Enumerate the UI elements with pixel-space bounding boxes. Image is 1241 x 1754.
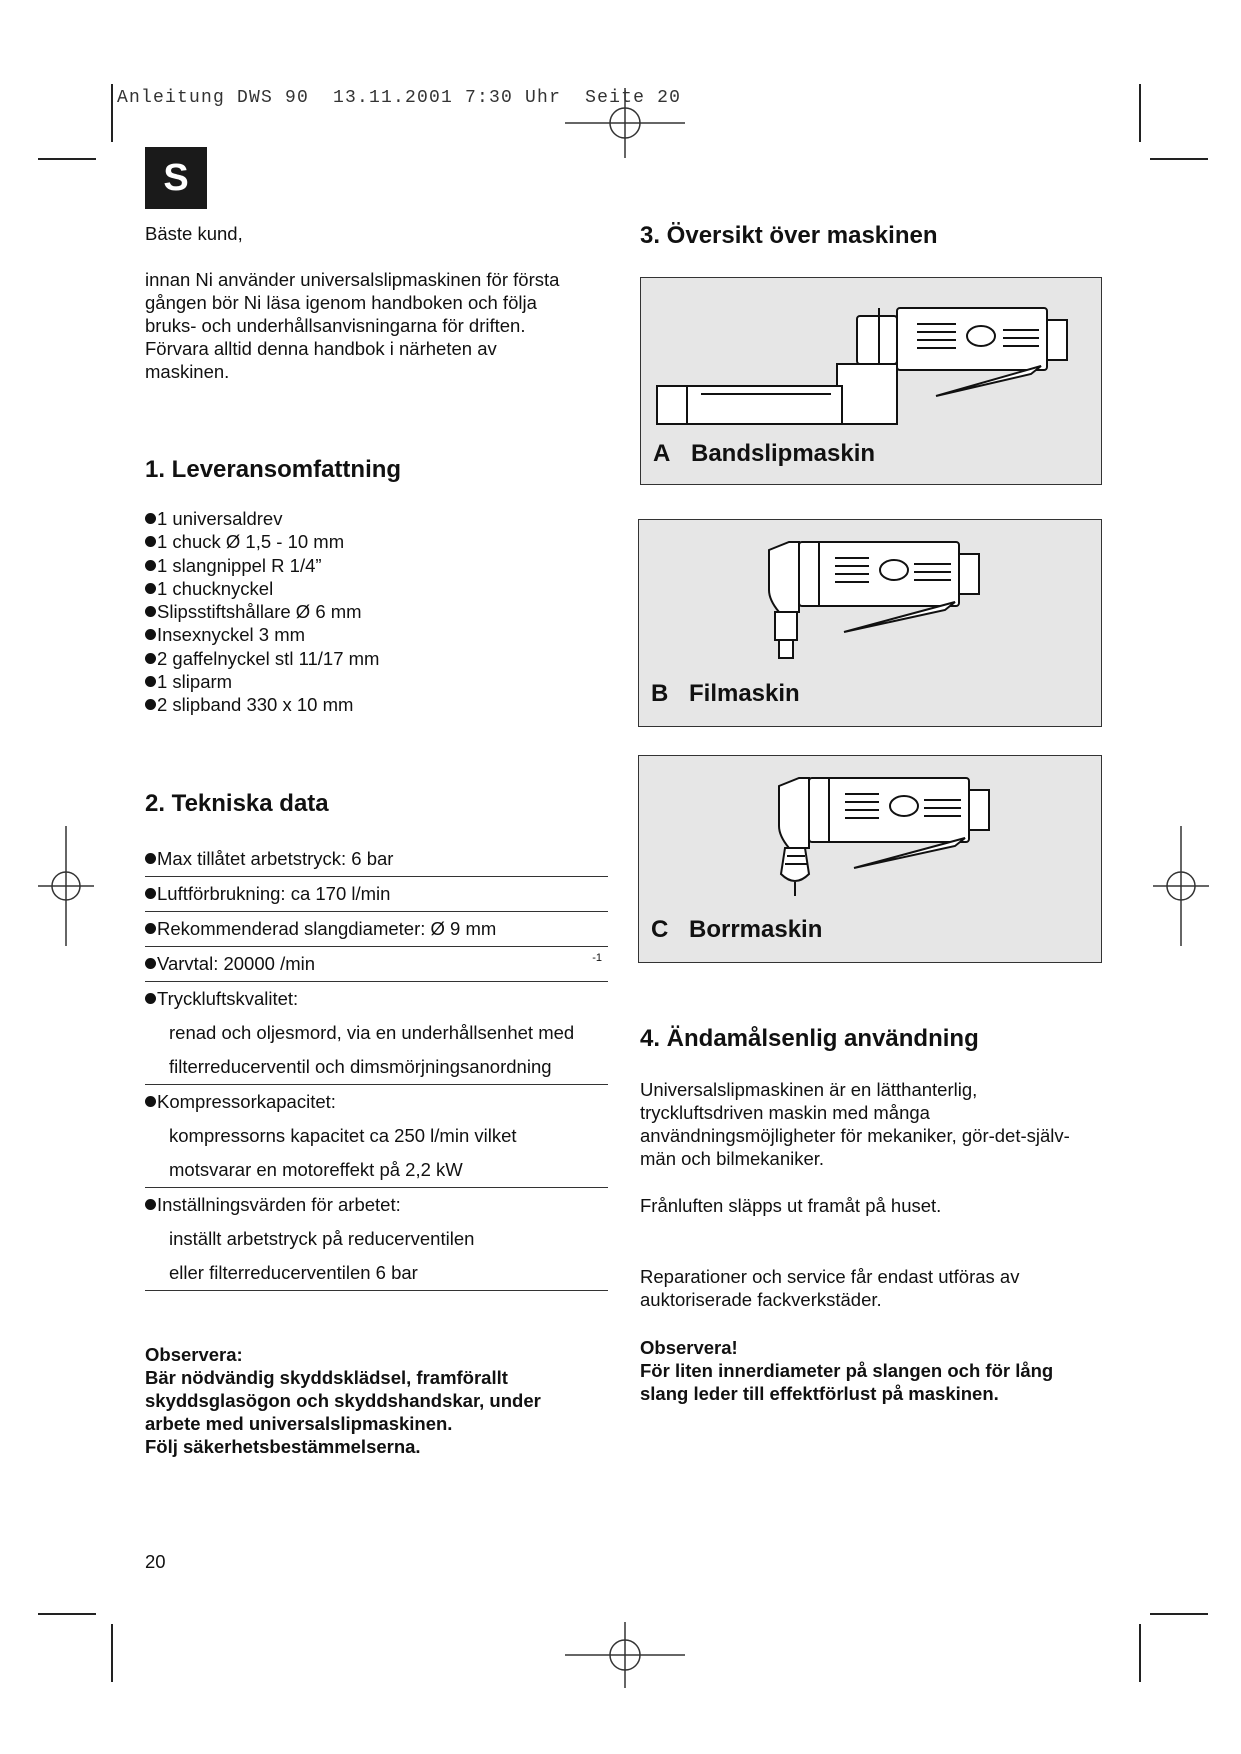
warning-right: Observera! För liten innerdiameter på slangen och för lång slang leder till effektförlust på maskinen. (640, 1337, 1054, 1404)
table-row: Rekommenderad slangdiameter: Ø 9 mm (145, 912, 608, 947)
greeting: Bäste kund, (145, 223, 243, 244)
language-badge: S (145, 147, 207, 209)
figure-c-label: C Borrmaskin (651, 916, 823, 943)
page-number: 20 (145, 1551, 166, 1572)
figure-b-label: B Filmaskin (651, 680, 800, 707)
table-row: Tryckluftskvalitet: (145, 982, 608, 1016)
list-item: 1 slangnippel R 1/4” (145, 554, 379, 577)
list-item: 1 chucknyckel (145, 577, 379, 600)
belt-grinder-illustration (641, 278, 1101, 428)
table-row: eller filterreducerventilen 6 bar (145, 1256, 608, 1291)
table-row: Max tillåtet arbetstryck: 6 bar (145, 842, 608, 877)
table-row: renad och oljesmord, via en underhållsenhet med (169, 1022, 575, 1043)
table-row: Kompressorkapacitet: (145, 1085, 608, 1119)
list-item: Slipsstiftshållare Ø 6 mm (145, 600, 379, 623)
technical-data-table (145, 842, 608, 1291)
table-row: Inställningsvärden för arbetet: (145, 1188, 608, 1222)
section-4-title: 4. Ändamålsenlig användning (640, 1025, 979, 1052)
table-row: inställt arbetstryck på reducerventilen (169, 1228, 475, 1249)
table-row: Varvtal: 20000 /min -1 (145, 947, 608, 982)
section-2-title: 2. Tekniska data (145, 790, 329, 817)
exhaust-note: Frånluften släpps ut framåt på huset. (640, 1195, 942, 1216)
registration-mark-right (1153, 826, 1209, 946)
table-row: motsvarar en motoreffekt på 2,2 kW (145, 1153, 608, 1188)
figure-a (640, 277, 1102, 485)
registration-mark-bottom (565, 1622, 685, 1688)
list-item: 2 gaffelnyckel stl 11/17 mm (145, 647, 379, 670)
figure-b (638, 519, 1102, 727)
delivery-list (145, 507, 379, 717)
section-1-title: 1. Leveransomfattning (145, 456, 402, 483)
registration-mark-left (38, 826, 94, 946)
list-item: 2 slipband 330 x 10 mm (145, 693, 379, 716)
service-note: Reparationer och service får endast utföras av auktoriserade fackverkstäder. (640, 1266, 1020, 1310)
usage-paragraph: Universalslipmaskinen är en lätthanterlig, tryckluftsdriven maskin med många användningsmöjligheter för mekaniker, gör-det-själv- män och bilmekaniker. (640, 1079, 1070, 1169)
print-header: Anleitung DWS 90 13.11.2001 7:30 Uhr Seite 20 (117, 88, 682, 108)
list-item: 1 universaldrev (145, 507, 379, 530)
intro-paragraph: innan Ni använder universalslipmaskinen för första gången bör Ni läsa igenom handboken och följa bruks- och underhållsanvisningarna för driften. Förvara alltid denna handbok i närheten av maskinen. (145, 269, 560, 382)
list-item: Insexnyckel 3 mm (145, 623, 379, 646)
table-row: filterreducerventil och dimsmörjningsanordning (145, 1050, 608, 1085)
die-grinder-illustration (639, 520, 1101, 670)
section-3-title: 3. Översikt över maskinen (640, 222, 938, 249)
table-row: kompressorns kapacitet ca 250 l/min vilket (169, 1125, 517, 1146)
figure-a-label: A Bandslipmaskin (653, 440, 876, 467)
drill-illustration (639, 756, 1101, 906)
warning-left: Observera: Bär nödvändig skyddsklädsel, framförallt skyddsglasögon och skyddshandskar, under arbete med universalslipmaskinen. Följ säkerhetsbestämmelserna. (145, 1344, 541, 1457)
figure-c (638, 755, 1102, 963)
list-item: 1 sliparm (145, 670, 379, 693)
table-row: Luftförbrukning: ca 170 l/min (145, 877, 608, 912)
list-item: 1 chuck Ø 1,5 - 10 mm (145, 530, 379, 553)
